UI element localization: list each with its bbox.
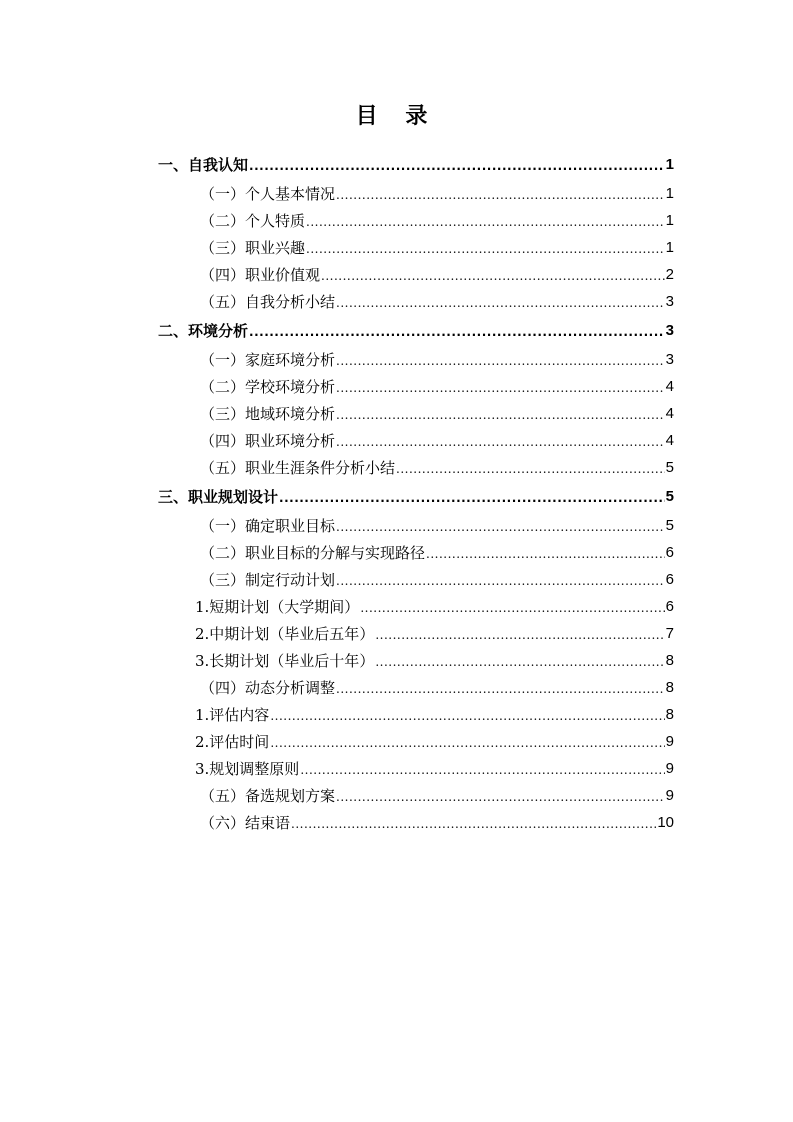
toc-dot-leader bbox=[300, 761, 664, 779]
toc-chapter-entry[interactable] bbox=[158, 317, 674, 341]
toc-entry-label: （三）职业兴趣 bbox=[200, 239, 306, 257]
toc-section-entry[interactable] bbox=[158, 454, 674, 478]
toc-entry-label: 2.评估时间 bbox=[195, 733, 270, 751]
toc-page-number: 6 bbox=[665, 571, 674, 588]
toc-section-entry[interactable] bbox=[158, 261, 674, 285]
toc-chapter-entry[interactable] bbox=[158, 483, 674, 507]
toc-dot-leader bbox=[279, 489, 665, 507]
toc-entry-label: （四）职业价值观 bbox=[200, 266, 321, 284]
toc-page-number: 9 bbox=[665, 760, 674, 777]
toc-dot-leader bbox=[249, 323, 665, 341]
toc-entry-label: （一）家庭环境分析 bbox=[200, 351, 336, 369]
toc-page-number: 4 bbox=[665, 405, 674, 422]
toc-dot-leader bbox=[375, 626, 664, 644]
toc-section-entry[interactable] bbox=[158, 400, 674, 424]
toc-entry-label: （四）职业环境分析 bbox=[200, 432, 336, 450]
toc-title: 目 录 bbox=[355, 103, 438, 129]
toc-page-number: 7 bbox=[665, 625, 674, 642]
toc-dot-leader bbox=[336, 186, 665, 204]
toc-dot-leader bbox=[336, 680, 665, 698]
toc-dot-leader bbox=[396, 460, 665, 478]
toc-page-number: 6 bbox=[665, 598, 674, 615]
toc-entry-label: （二）个人特质 bbox=[200, 212, 306, 230]
toc-page-number: 5 bbox=[665, 517, 674, 534]
toc-section-entry[interactable] bbox=[158, 427, 674, 451]
toc-dot-leader bbox=[270, 707, 664, 725]
toc-section-entry[interactable] bbox=[158, 620, 674, 644]
toc-dot-leader bbox=[291, 815, 656, 833]
toc-entry-label: （二）职业目标的分解与实现路径 bbox=[200, 544, 426, 562]
toc-entry-label: （五）职业生涯条件分析小结 bbox=[200, 459, 396, 477]
toc-page-number: 8 bbox=[665, 652, 674, 669]
toc-page-number: 2 bbox=[665, 266, 674, 283]
toc-page-number: 5 bbox=[665, 459, 674, 476]
toc-page-number: 3 bbox=[665, 351, 674, 368]
toc-dot-leader bbox=[270, 734, 664, 752]
toc-page-number: 4 bbox=[665, 378, 674, 395]
toc-dot-leader bbox=[336, 352, 665, 370]
toc-page-number: 1 bbox=[665, 212, 674, 229]
toc-list bbox=[158, 146, 674, 836]
toc-section-entry[interactable] bbox=[158, 701, 674, 725]
toc-page-number: 1 bbox=[665, 185, 674, 202]
toc-entry-label: （五）自我分析小结 bbox=[200, 293, 336, 311]
toc-entry-label: 二、环境分析 bbox=[158, 322, 249, 340]
toc-page-number: 3 bbox=[665, 293, 674, 310]
toc-page-number: 6 bbox=[665, 544, 674, 561]
toc-section-entry[interactable] bbox=[158, 346, 674, 370]
toc-entry-label: （三）制定行动计划 bbox=[200, 571, 336, 589]
toc-page-number: 8 bbox=[665, 679, 674, 696]
toc-entry-label: 1.短期计划（大学期间） bbox=[195, 598, 360, 616]
toc-dot-leader bbox=[336, 294, 665, 312]
toc-section-entry[interactable] bbox=[158, 782, 674, 806]
toc-entry-label: （二）学校环境分析 bbox=[200, 378, 336, 396]
toc-dot-leader bbox=[360, 599, 664, 617]
toc-dot-leader bbox=[426, 545, 665, 563]
toc-dot-leader bbox=[336, 572, 665, 590]
toc-page-number: 4 bbox=[665, 432, 674, 449]
toc-chapter-entry[interactable] bbox=[158, 151, 674, 175]
toc-section-entry[interactable] bbox=[158, 809, 674, 833]
toc-section-entry[interactable] bbox=[158, 207, 674, 231]
toc-section-entry[interactable] bbox=[158, 539, 674, 563]
toc-dot-leader bbox=[336, 788, 665, 806]
toc-entry-label: （一）个人基本情况 bbox=[200, 185, 336, 203]
toc-dot-leader bbox=[336, 406, 665, 424]
toc-page-number: 9 bbox=[665, 733, 674, 750]
toc-dot-leader bbox=[321, 267, 665, 285]
toc-dot-leader bbox=[306, 213, 665, 231]
toc-page-number: 9 bbox=[665, 787, 674, 804]
toc-page-number: 8 bbox=[665, 706, 674, 723]
toc-dot-leader bbox=[336, 433, 665, 451]
toc-section-entry[interactable] bbox=[158, 674, 674, 698]
toc-section-entry[interactable] bbox=[158, 755, 674, 779]
toc-entry-label: （五）备选规划方案 bbox=[200, 787, 336, 805]
toc-section-entry[interactable] bbox=[158, 288, 674, 312]
toc-entry-label: （一）确定职业目标 bbox=[200, 517, 336, 535]
toc-entry-label: （三）地域环境分析 bbox=[200, 405, 336, 423]
toc-section-entry[interactable] bbox=[158, 728, 674, 752]
toc-entry-label: 3.长期计划（毕业后十年） bbox=[195, 652, 375, 670]
toc-entry-label: （六）结束语 bbox=[200, 814, 291, 832]
toc-section-entry[interactable] bbox=[158, 566, 674, 590]
toc-section-entry[interactable] bbox=[158, 593, 674, 617]
toc-entry-label: 三、职业规划设计 bbox=[158, 488, 279, 506]
toc-entry-label: 一、自我认知 bbox=[158, 156, 249, 174]
toc-dot-leader bbox=[375, 653, 664, 671]
toc-entry-label: 2.中期计划（毕业后五年） bbox=[195, 625, 375, 643]
toc-entry-label: 1.评估内容 bbox=[195, 706, 270, 724]
toc-dot-leader bbox=[249, 157, 665, 175]
toc-entry-label: （四）动态分析调整 bbox=[200, 679, 336, 697]
toc-page-number: 10 bbox=[657, 814, 674, 831]
toc-section-entry[interactable] bbox=[158, 647, 674, 671]
toc-section-entry[interactable] bbox=[158, 373, 674, 397]
toc-page-number: 1 bbox=[665, 156, 674, 173]
toc-dot-leader bbox=[336, 379, 665, 397]
toc-section-entry[interactable] bbox=[158, 512, 674, 536]
toc-dot-leader bbox=[306, 240, 665, 258]
toc-page-number: 3 bbox=[665, 322, 674, 339]
toc-page-number: 5 bbox=[665, 488, 674, 505]
toc-section-entry[interactable] bbox=[158, 234, 674, 258]
toc-dot-leader bbox=[336, 518, 665, 536]
toc-section-entry[interactable] bbox=[158, 180, 674, 204]
toc-entry-label: 3.规划调整原则 bbox=[195, 760, 300, 778]
toc-page-number: 1 bbox=[665, 239, 674, 256]
